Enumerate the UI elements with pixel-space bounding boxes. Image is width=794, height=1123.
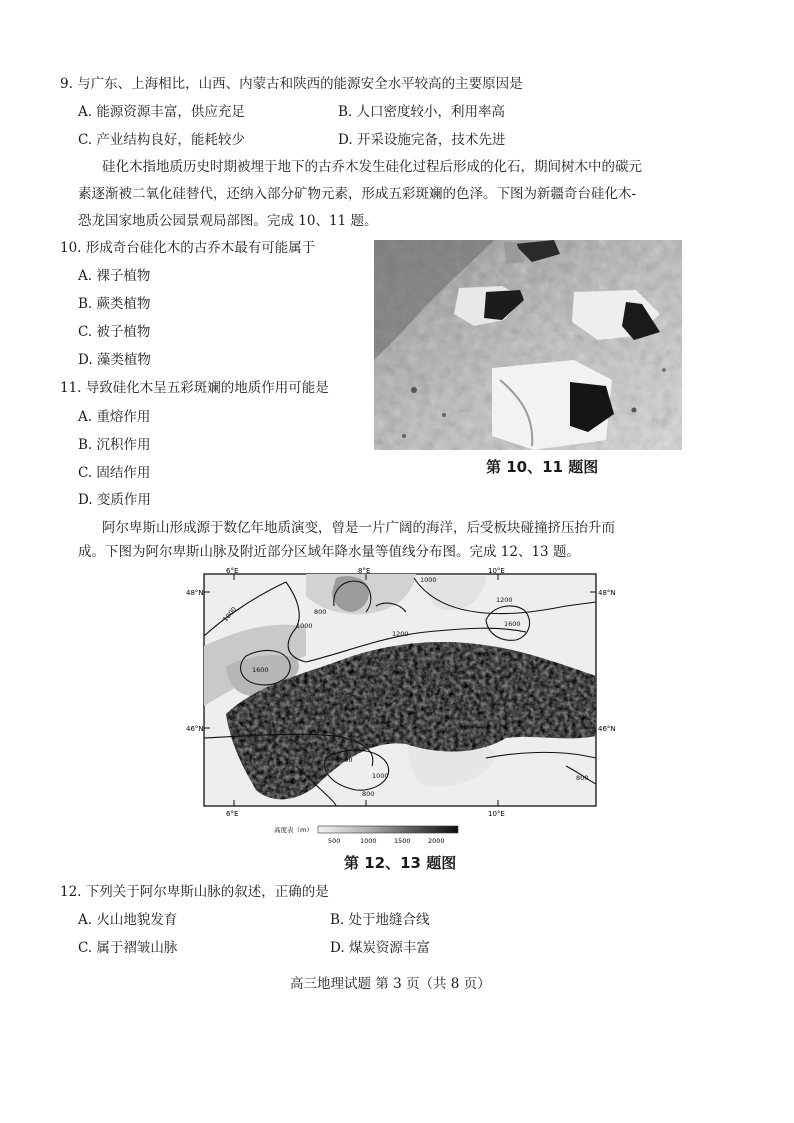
question-10-option-b: B. 蕨类植物 bbox=[78, 296, 151, 312]
map-lat-label-right-2: 46°N bbox=[598, 725, 616, 733]
question-11-option-c: C. 固结作用 bbox=[78, 465, 151, 481]
intro-1-line-3: 恐龙国家地质公园景观局部图。完成 10、11 题。 bbox=[78, 213, 378, 229]
question-10-stem: 10. 形成奇台硅化木的古乔木最有可能属于 bbox=[60, 240, 316, 256]
question-11-option-a: A. 重熔作用 bbox=[78, 409, 151, 425]
map-lon-label-top-3: 10°E bbox=[488, 567, 505, 575]
question-12-option-b: B. 处于地缝合线 bbox=[330, 912, 430, 928]
contour-label: 1200 bbox=[496, 596, 513, 604]
question-12-option-c: C. 属于褶皱山脉 bbox=[78, 940, 178, 956]
map-lat-label-left-2: 46°N bbox=[186, 725, 204, 733]
intro-1-line-1: 硅化木指地质历史时期被埋于地下的古乔木发生硅化过程后形成的化石，期间树木中的碳元 bbox=[102, 159, 642, 175]
map-lon-label-bottom-3: 10°E bbox=[488, 810, 505, 818]
contour-label: 1600 bbox=[336, 756, 353, 764]
contour-label: 1600 bbox=[252, 666, 269, 674]
contour-label: 1000 bbox=[372, 772, 389, 780]
alps-precipitation-map bbox=[186, 566, 616, 826]
question-9-option-b: B. 人口密度较小，利用率高 bbox=[338, 104, 506, 120]
legend-tick: 1000 bbox=[360, 837, 377, 845]
petrified-wood-photo bbox=[374, 240, 682, 450]
contour-label: 800 bbox=[314, 608, 327, 616]
question-12-option-a: A. 火山地貌发育 bbox=[78, 912, 178, 928]
map-lon-label-top-1: 6°E bbox=[226, 567, 239, 575]
question-10-option-a: A. 裸子植物 bbox=[78, 268, 151, 284]
question-10-option-d: D. 藻类植物 bbox=[78, 352, 151, 368]
map-lon-label-top-2: 8°E bbox=[358, 567, 371, 575]
contour-label: 800 bbox=[576, 774, 589, 782]
intro-2-line-2: 成。下图为阿尔卑斯山脉及附近部分区域年降水量等值线分布图。完成 12、13 题。 bbox=[78, 544, 580, 560]
map-lat-label-left-1: 48°N bbox=[186, 589, 204, 597]
map-lon-label-bottom-1: 6°E bbox=[226, 810, 239, 818]
question-12-option-d: D. 煤炭资源丰富 bbox=[330, 940, 430, 956]
question-11-option-b: B. 沉积作用 bbox=[78, 437, 151, 453]
question-12-stem: 12. 下列关于阿尔卑斯山脉的叙述，正确的是 bbox=[60, 884, 329, 900]
intro-1-line-2: 素逐渐被二氧化硅替代，还纳入部分矿物元素，形成五彩斑斓的色泽。下图为新疆奇台硅化木- bbox=[78, 186, 637, 202]
legend-title: 高度表（m） bbox=[274, 826, 313, 834]
question-9-option-a: A. 能源资源丰富，供应充足 bbox=[78, 104, 245, 120]
contour-label: 800 bbox=[246, 732, 259, 740]
question-9-option-d: D. 开采设施完备，技术先进 bbox=[338, 132, 506, 148]
intro-2-line-1: 阿尔卑斯山形成源于数亿年地质演变，曾是一片广阔的海洋，后受板块碰撞挤压抬升而 bbox=[102, 520, 615, 536]
map-lat-label-right-1: 48°N bbox=[598, 589, 616, 597]
question-9-option-c: C. 产业结构良好，能耗较少 bbox=[78, 132, 245, 148]
legend-tick: 2000 bbox=[428, 837, 445, 845]
legend-tick: 1500 bbox=[394, 837, 411, 845]
contour-label: 1600 bbox=[504, 620, 521, 628]
contour-label: 800 bbox=[362, 790, 375, 798]
figure-12-13-caption: 第 12、13 题图 bbox=[344, 854, 457, 872]
contour-label: 1000 bbox=[420, 576, 437, 584]
question-11-stem: 11. 导致硅化木呈五彩斑斓的地质作用可能是 bbox=[60, 380, 329, 396]
contour-label: 1000 bbox=[221, 605, 239, 624]
figure-10-11-caption: 第 10、11 题图 bbox=[486, 458, 599, 476]
question-9-stem: 9. 与广东、上海相比，山西、内蒙古和陕西的能源安全水平较高的主要原因是 bbox=[60, 76, 523, 92]
page-footer: 高三地理试题 第 3 页（共 8 页） bbox=[290, 976, 491, 992]
legend-tick: 500 bbox=[328, 837, 341, 845]
question-10-option-c: C. 被子植物 bbox=[78, 324, 151, 340]
elevation-legend bbox=[272, 823, 472, 847]
contour-label: 1200 bbox=[392, 630, 409, 638]
question-11-option-d: D. 变质作用 bbox=[78, 492, 151, 508]
contour-label: 1000 bbox=[296, 622, 313, 630]
